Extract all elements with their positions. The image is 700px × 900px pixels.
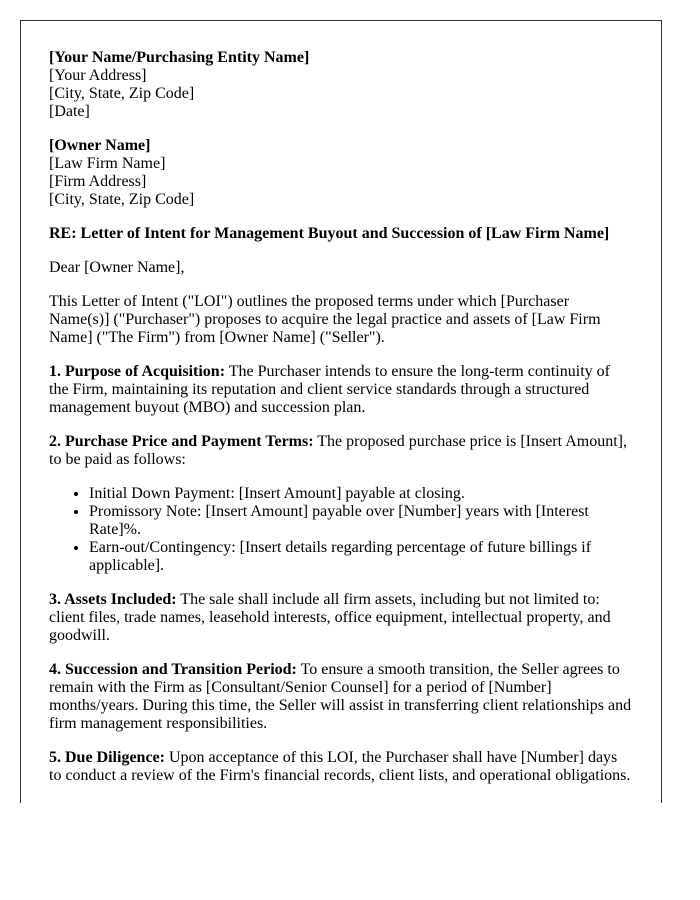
recipient-address: [Firm Address] [49,173,147,190]
section-text: Upon acceptance of this LOI, the Purchaser shall have [Number] days to conduct a review of the Firm's financial records, client lists, and operational obligations. [49,749,631,784]
letter-page [20,20,662,803]
list-item: • Promissory Note: [Insert Amount] payable over [Number] years with [Interest Rate]%. [89,503,633,539]
section-text: To ensure a smooth transition, the Seller agrees to remain with the Firm as [Consultant/Senior Counsel] for a period of [Number] months/years. During this time, the Seller will assist in transferring client relationships and firm management responsibilities. [49,661,632,732]
section-price [49,433,633,469]
recipient-city: [City, State, Zip Code] [49,191,195,208]
section-heading: 4. Succession and Transition Period: [49,661,297,678]
sender-name: [Your Name/Purchasing Entity Name] [49,49,310,66]
section-heading: 1. Purpose of Acquisition: [49,363,226,380]
section-text: The Purchaser intends to ensure the long-term continuity of the Firm, maintaining its reputation and client service standards through a structured management buyout (MBO) and succession plan. [49,363,610,416]
intro-paragraph: This Letter of Intent ("LOI") outlines the proposed terms under which [Purchaser Name(s)] ("Purchaser") proposes to acquire the legal practice and assets of [Law Firm Name] ("The Firm") from [Owner Name] ("Seller"). [49,293,601,346]
list-item: • Earn-out/Contingency: [Insert details regarding percentage of future billings if applicable]. [89,539,633,575]
section-text: The sale shall include all firm assets, including but not limited to: client files, trade names, leasehold interests, office equipment, intellectual property, and goodwill. [49,591,611,644]
payment-terms-list [49,485,633,575]
recipient-block [49,137,633,209]
section-due-diligence [49,749,633,785]
subject-line: RE: Letter of Intent for Management Buyout and Succession of [Law Firm Name] [49,225,610,242]
recipient-firm: [Law Firm Name] [49,155,166,172]
sender-address: [Your Address] [49,67,147,84]
section-succession [49,661,633,733]
letter-date: [Date] [49,103,90,120]
section-text: The proposed purchase price is [Insert Amount], to be paid as follows: [49,433,627,468]
section-heading: 2. Purchase Price and Payment Terms: [49,433,314,450]
section-heading: 3. Assets Included: [49,591,177,608]
salutation: Dear [Owner Name], [49,259,185,276]
section-heading: 5. Due Diligence: [49,749,165,766]
sender-city: [City, State, Zip Code] [49,85,195,102]
section-assets [49,591,633,645]
recipient-name: [Owner Name] [49,137,151,154]
list-item: • Initial Down Payment: [Insert Amount] payable at closing. [89,485,633,503]
sender-block [49,49,633,121]
section-purpose [49,363,633,417]
